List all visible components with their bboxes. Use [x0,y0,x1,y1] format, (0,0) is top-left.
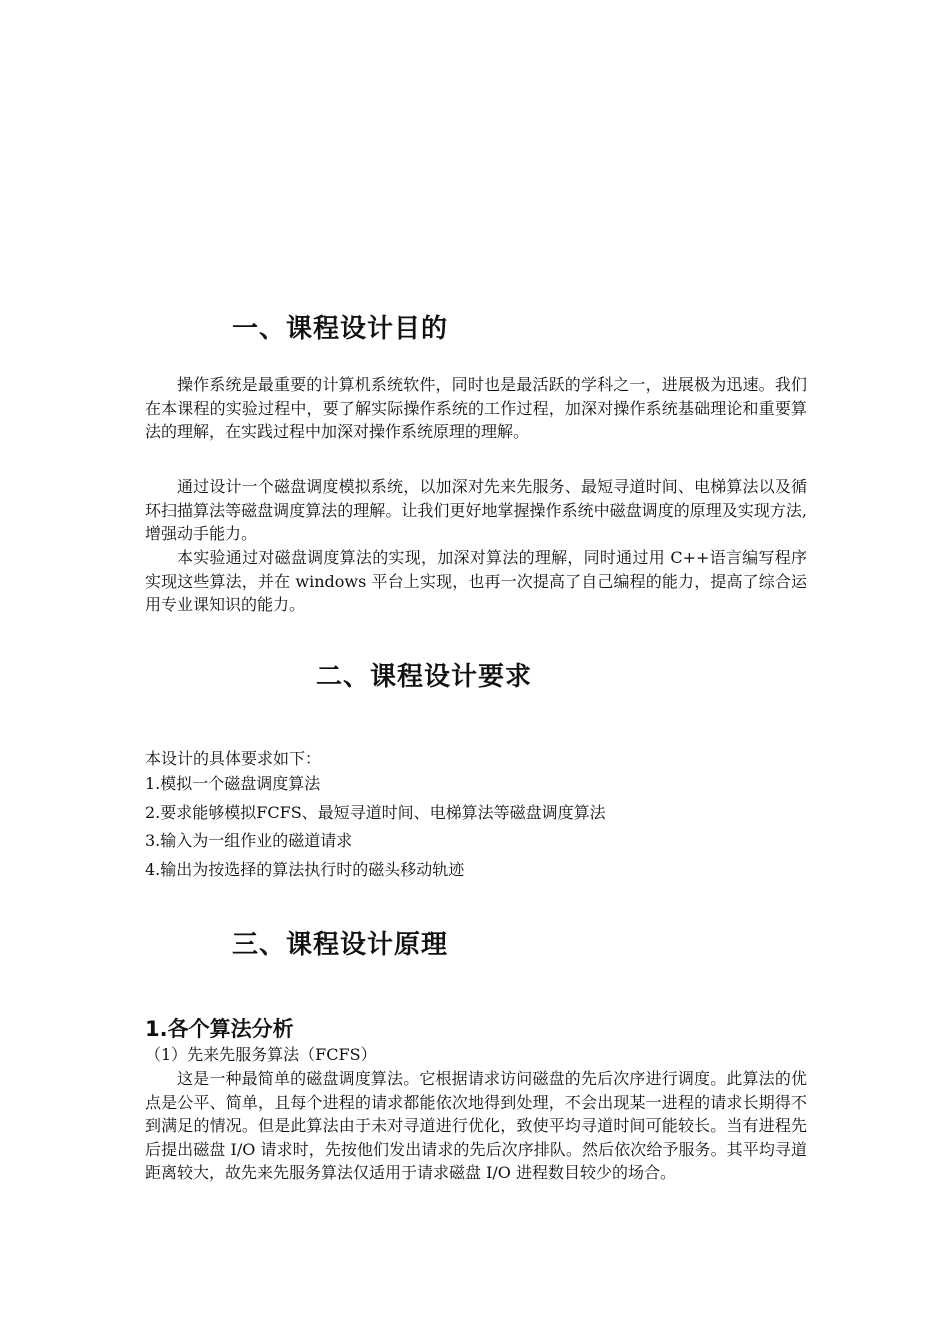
fcfs-paragraph: 这是一种最简单的磁盘调度算法。它根据请求访问磁盘的先后次序进行调度。此算法的优点是公平、简单，且每个进程的请求都能依次地得到处理，不会出现某一进程的请求长期得不到满足的情况。但是此算法由于未对寻道进行优化，致使平均寻道时间可能较长。当有进程先后提出磁盘 I/O 请求时，先按他们发出请求的先后次序排队。然后依次给予服务。其平均寻道距离较大，故先来先服务算法仅适用于请求磁盘 I/O 进程数目较少的场合。 [145,1069,807,1182]
list-item: 2.要求能够模拟FCFS、最短寻道时间、电梯算法等磁盘调度算法 [145,802,606,822]
section-title-requirements: 二、课程设计要求 [316,662,533,692]
purpose-paragraph-3: 本实验通过对磁盘调度算法的实现，加深对算法的理解，同时通过用 C++语言编写程序实现这些算法，并在 windows 平台上实现，也再一次提高了自己编程的能力，提高了综合运用专业课知识的能力。 [145,548,807,614]
requirements-list [145,770,606,884]
purpose-paragraph-1: 操作系统是最重要的计算机系统软件，同时也是最活跃的学科之一，进展极为迅速。我们在本课程的实验过程中，要了解实际操作系统的工作过程，加深对操作系统基础理论和重要算法的理解，在实践过程中加深对操作系统原理的理解。 [145,375,807,441]
purpose-paragraph-2: 通过设计一个磁盘调度模拟系统，以加深对先来先服务、最短寻道时间、电梯算法以及循环扫描算法等磁盘调度算法的理解。让我们更好地掌握操作系统中磁盘调度的原理及实现方法,增强动手能力。 [145,477,807,543]
requirements-intro: 本设计的具体要求如下： [145,749,322,768]
section-title-principle: 三、课程设计原理 [232,930,449,960]
section-title-purpose: 一、课程设计目的 [232,314,449,344]
subsection-title-algorithm-analysis: 1.各个算法分析 [145,1017,294,1041]
list-item: 3.输入为一组作业的磁道请求 [145,831,353,850]
list-item: 4.输出为按选择的算法执行时的磁头移动轨迹 [145,859,465,879]
item-title-fcfs: （1）先来先服务算法（FCFS） [145,1045,377,1064]
list-item: 1.模拟一个磁盘调度算法 [145,774,321,793]
